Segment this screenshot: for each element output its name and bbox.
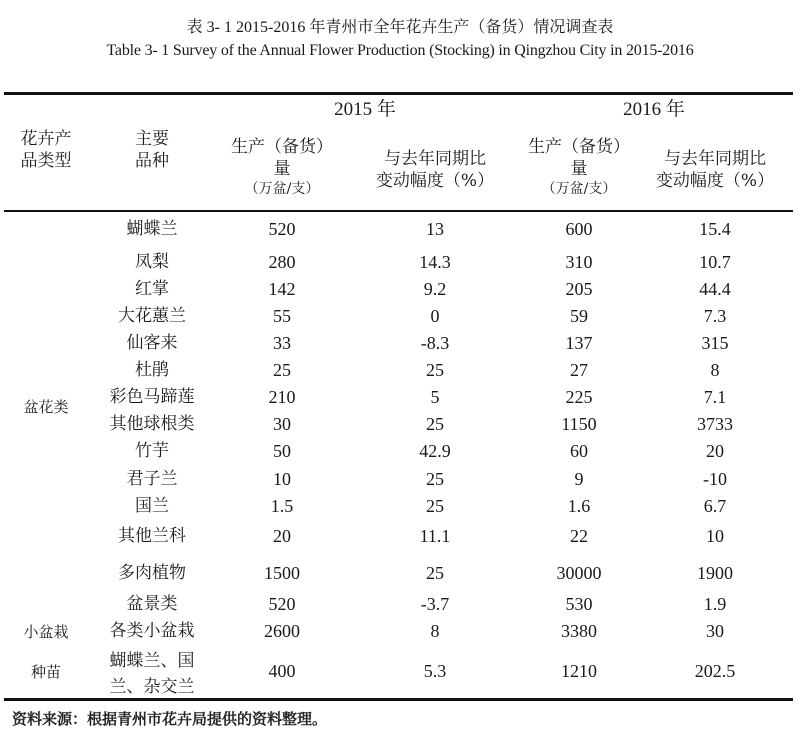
table-header-rule [4, 210, 793, 212]
category-potted-flowers: 盆花类 [23, 398, 69, 416]
header-production-2015-line1: 生产（备货） [231, 137, 333, 157]
row-change-2015: 25 [426, 414, 444, 434]
row-production-2015: 50 [273, 441, 291, 461]
row-variety: 凤梨 [135, 252, 169, 272]
row-variety: 君子兰 [126, 469, 178, 489]
row-production-2015: 10 [273, 469, 291, 489]
category-small-potted: 小盆栽 [23, 623, 69, 641]
header-year-2016: 2016 年 [623, 99, 685, 120]
row-change-2016: 1.9 [703, 594, 727, 614]
row-production-2016: 225 [565, 387, 593, 407]
row-variety: 大花蕙兰 [118, 306, 186, 326]
row-change-2016: 315 [701, 333, 729, 353]
header-change-2015 [352, 148, 518, 192]
header-variety-line1: 主要 [135, 129, 169, 149]
row-variety: 国兰 [135, 496, 169, 516]
row-variety: 其他兰科 [118, 526, 186, 546]
row-production-2016: 22 [570, 526, 588, 546]
header-variety [92, 128, 212, 172]
row-change-2016: 10 [706, 526, 724, 546]
row-change-2015: 13 [426, 219, 444, 239]
row-production-2015: 280 [268, 252, 296, 272]
row-production-2015: 2600 [264, 621, 300, 641]
row-variety: 各类小盆栽 [109, 621, 195, 641]
header-production-2016-line1: 生产（备货） [528, 137, 630, 157]
header-change-2016-line1: 与去年同期比 [664, 149, 766, 169]
header-category-line2: 品类型 [20, 151, 72, 171]
row-variety [92, 648, 212, 700]
row-change-2015: 14.3 [419, 252, 451, 272]
header-production-2015-line2: 量 [273, 159, 291, 179]
table-top-rule [4, 92, 793, 95]
row-production-2015: 142 [268, 279, 296, 299]
row-change-2015: 25 [426, 360, 444, 380]
row-production-2016: 27 [570, 360, 588, 380]
row-change-2016: 3733 [697, 414, 733, 434]
row-production-2016: 1210 [561, 661, 597, 681]
row-change-2015: 25 [426, 469, 444, 489]
row-change-2016: 7.3 [703, 306, 727, 326]
row-change-2016: 30 [706, 621, 724, 641]
row-production-2015: 400 [268, 661, 296, 681]
row-change-2015: 25 [426, 496, 444, 516]
row-variety: 杜鹃 [135, 360, 169, 380]
row-change-2015: 9.2 [423, 279, 447, 299]
row-production-2016: 600 [565, 219, 593, 239]
row-production-2016: 30000 [556, 563, 602, 583]
row-change-2015: 25 [426, 563, 444, 583]
row-production-2015: 25 [273, 360, 291, 380]
header-year-2015: 2015 年 [334, 99, 396, 120]
row-variety: 盆景类 [126, 594, 178, 614]
row-production-2016: 530 [565, 594, 593, 614]
row-variety: 竹芋 [135, 441, 169, 461]
row-production-2015: 20 [273, 526, 291, 546]
row-production-2016: 205 [565, 279, 593, 299]
row-variety: 仙客来 [126, 333, 178, 353]
row-change-2015: -3.7 [420, 594, 450, 614]
row-variety-line1: 蝴蝶兰、国 [109, 651, 195, 671]
row-change-2016: 202.5 [694, 661, 736, 681]
row-production-2015: 210 [268, 387, 296, 407]
header-category-line1: 花卉产 [20, 129, 72, 149]
row-change-2016: 7.1 [703, 387, 727, 407]
header-production-2016-unit: （万盆/支） [541, 181, 617, 197]
row-change-2016: 44.4 [699, 279, 731, 299]
row-change-2016: 8 [710, 360, 720, 380]
category-seedlings: 种苗 [30, 663, 61, 681]
header-change-2015-line2: 变动幅度（%） [375, 171, 495, 191]
row-change-2015: 5 [430, 387, 440, 407]
row-variety-line2: 兰、杂交兰 [109, 677, 195, 697]
row-variety: 蝴蝶兰 [126, 219, 178, 239]
row-variety: 彩色马蹄莲 [109, 387, 195, 407]
row-production-2016: 310 [565, 252, 593, 272]
row-production-2015: 1.5 [270, 496, 294, 516]
row-production-2016: 1.6 [567, 496, 591, 516]
row-variety: 多肉植物 [118, 563, 186, 583]
header-production-2015-unit: （万盆/支） [244, 181, 320, 197]
row-production-2016: 1150 [561, 414, 597, 434]
table-title-en: Table 3- 1 Survey of the Annual Flower Production (Stocking) in Qingzhou City in 2015-2016 [106, 42, 694, 59]
row-change-2016: 6.7 [703, 496, 727, 516]
row-change-2015: 5.3 [423, 661, 447, 681]
row-production-2016: 9 [574, 469, 584, 489]
source-note: 资料来源：根据青州市花卉局提供的资料整理。 [12, 710, 328, 728]
row-change-2016: 20 [706, 441, 724, 461]
row-production-2016: 60 [570, 441, 588, 461]
row-change-2015: -8.3 [420, 333, 450, 353]
header-production-2016-line2: 量 [570, 159, 588, 179]
header-category [0, 128, 92, 172]
row-production-2015: 520 [268, 219, 296, 239]
row-production-2015: 30 [273, 414, 291, 434]
header-change-2015-line1: 与去年同期比 [384, 149, 486, 169]
row-production-2015: 33 [273, 333, 291, 353]
row-change-2016: -10 [703, 469, 727, 489]
row-change-2015: 42.9 [419, 441, 451, 461]
header-production-2016 [518, 136, 640, 198]
row-production-2015: 520 [268, 594, 296, 614]
table-title-cn: 表 3- 1 2015-2016 年青州市全年花卉生产（备货）情况调查表 [186, 19, 614, 36]
row-production-2015: 55 [273, 306, 291, 326]
row-production-2016: 59 [570, 306, 588, 326]
row-change-2016: 15.4 [699, 219, 731, 239]
header-production-2015 [212, 136, 352, 198]
row-change-2015: 11.1 [419, 526, 451, 546]
row-change-2016: 10.7 [699, 252, 731, 272]
row-production-2016: 137 [565, 333, 593, 353]
row-production-2015: 1500 [264, 563, 300, 583]
header-variety-line2: 品种 [135, 151, 169, 171]
row-change-2015: 0 [430, 306, 440, 326]
row-change-2015: 8 [430, 621, 440, 641]
header-change-2016-line2: 变动幅度（%） [655, 171, 775, 191]
row-variety: 红掌 [135, 279, 169, 299]
row-variety: 其他球根类 [109, 414, 195, 434]
header-change-2016 [640, 148, 790, 192]
row-production-2016: 3380 [561, 621, 597, 641]
row-change-2016: 1900 [697, 563, 733, 583]
